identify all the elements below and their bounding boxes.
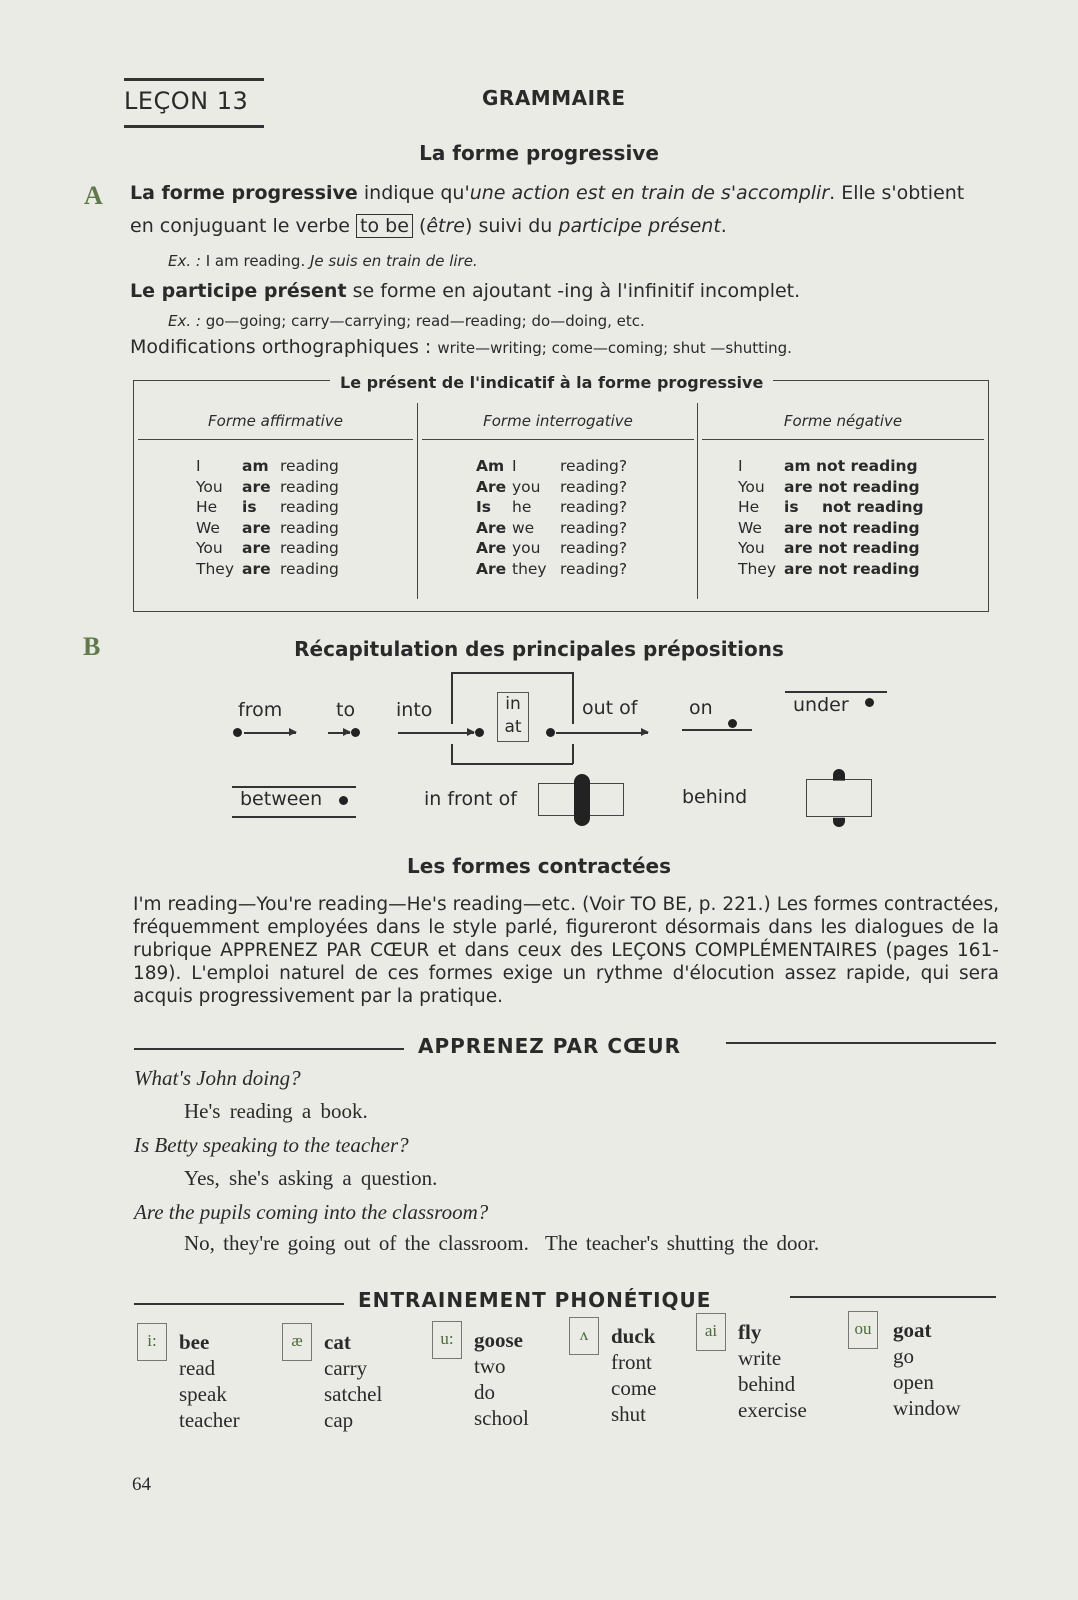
- pronoun: You: [738, 477, 765, 496]
- phonetics-heading: ENTRAINEMENT PHONÉTIQUE: [358, 1288, 712, 1312]
- modif-text: write—writing; come—coming; shut —shutting.: [437, 339, 792, 357]
- interrogative-row: [476, 538, 698, 559]
- learn-a1: He's reading a book.: [184, 1099, 368, 1123]
- participle: reading: [280, 457, 339, 475]
- phonetic-word: shut: [611, 1402, 647, 1426]
- negative-row: [738, 538, 988, 559]
- negative-header: Forme négative: [702, 403, 984, 440]
- section-a-letter: A: [84, 181, 103, 210]
- phonetic-word: write: [738, 1346, 782, 1370]
- to-dot: [351, 728, 360, 737]
- aux-verb: Am: [476, 457, 505, 475]
- pronoun: I: [738, 457, 743, 475]
- aux-verb: am: [242, 457, 269, 475]
- phonetic-headword: duck: [611, 1324, 656, 1348]
- definition-line-1: [130, 178, 1010, 208]
- learn-q1: What's John doing?: [134, 1066, 301, 1090]
- phonetic-word: do: [474, 1380, 495, 1404]
- participle-line: [130, 276, 1010, 306]
- prep-out-of: out of: [582, 697, 638, 719]
- aux-verb: are: [242, 559, 271, 578]
- def2-text-b: (: [412, 215, 427, 237]
- phonetic-word: two: [474, 1354, 506, 1378]
- phonetic-word: window: [893, 1396, 961, 1420]
- phonetic-word: exercise: [738, 1398, 807, 1422]
- phonetic-headword: bee: [179, 1330, 210, 1354]
- modif-label: Modifications orthographiques :: [130, 336, 438, 358]
- phonetic-word: front: [611, 1350, 652, 1374]
- def2-text-a: en conjuguant le verbe: [130, 215, 357, 237]
- participle: reading?: [560, 559, 628, 578]
- phonetic-symbol: ou: [848, 1311, 878, 1349]
- phonetic-headword: fly: [738, 1320, 762, 1344]
- def-text-b: . Elle s'obtient: [829, 182, 965, 204]
- from-arrow: [244, 732, 296, 734]
- participle: reading?: [560, 477, 628, 496]
- lesson-number: LEÇON 13: [124, 78, 264, 128]
- pronoun: you: [512, 539, 541, 557]
- affirmative-row: [196, 559, 417, 580]
- between-line-bottom: [232, 816, 356, 818]
- example-1: [168, 252, 478, 270]
- pronoun: you: [512, 477, 541, 496]
- learn-q2: Is Betty speaking to the teacher?: [134, 1133, 409, 1157]
- phonetic-word: come: [611, 1376, 657, 1400]
- ex1-text: I am reading.: [205, 252, 310, 270]
- phonetic-word-list: [611, 1323, 656, 1427]
- interrogative-header: Forme interrogative: [422, 403, 694, 440]
- negative-row: [738, 518, 988, 539]
- participle: reading: [280, 539, 339, 557]
- prep-at: at: [504, 717, 522, 737]
- interrogative-row: [476, 477, 698, 498]
- interrogative-row: [476, 518, 698, 539]
- aux-verb: is: [784, 498, 799, 516]
- participle: reading: [280, 559, 339, 578]
- affirmative-rows: [134, 440, 417, 579]
- phonetic-word: speak: [179, 1382, 227, 1406]
- into-arrow: [398, 732, 474, 734]
- room-wall-right-bottom: [572, 744, 574, 764]
- pronoun: They: [196, 559, 235, 578]
- interrogative-row: [476, 559, 698, 580]
- def2-italic: participe présent: [558, 215, 721, 237]
- pronoun: we: [512, 518, 535, 537]
- prep-from: from: [238, 699, 283, 721]
- ex1-label: Ex. :: [168, 252, 206, 270]
- under-line: [785, 691, 887, 693]
- contractions-paragraph: I'm reading—You're reading—He's reading—etc. (Voir TO BE, p. 221.) Les formes contractées, fréquemment employées dans le style parlé, figureront désormais dans les dialogues de la rubrique APPRENEZ PAR CŒUR et dans ceux des LEÇONS COMPLÉMENTAIRES (pages 161-189). L'emploi naturel de ces formes exige un rythme d'élocution assez rapide, qui sera acquis progressivement par la pratique.: [133, 894, 999, 1007]
- interrogative-column: [417, 403, 698, 599]
- behind-box: [806, 779, 872, 817]
- pronoun: He: [196, 498, 218, 516]
- phon-rule-right: [790, 1296, 996, 1298]
- pronoun: he: [512, 498, 532, 516]
- phonetic-symbol: ai: [696, 1313, 726, 1351]
- participle: reading?: [560, 457, 628, 475]
- pronoun: He: [738, 498, 760, 516]
- modifications-line: [130, 336, 792, 358]
- prep-in: in: [505, 694, 521, 714]
- from-dot: [233, 728, 242, 737]
- participle: reading: [280, 498, 339, 516]
- on-dot: [728, 719, 737, 728]
- phonetic-word: read: [179, 1356, 216, 1380]
- learn-q3: Are the pupils coming into the classroom?: [134, 1200, 489, 1224]
- pronoun: I: [512, 457, 517, 475]
- aux-verb: am not reading: [784, 457, 918, 475]
- room-wall-right-top: [572, 672, 574, 724]
- pronoun: I: [196, 457, 201, 475]
- aux-verb: Are: [476, 539, 507, 557]
- out-of-arrow: [556, 732, 648, 734]
- under-dot: [865, 698, 874, 707]
- participle: reading?: [560, 518, 628, 537]
- negative-column: [697, 403, 988, 599]
- room-wall-left-top: [451, 672, 453, 724]
- example-2: [168, 312, 645, 330]
- affirmative-row: [196, 538, 417, 559]
- aux-verb: Is: [476, 498, 491, 516]
- room-wall-bottom: [451, 763, 573, 765]
- def2-text-d: .: [720, 215, 727, 237]
- into-dot: [475, 728, 484, 737]
- between-dot: [339, 796, 348, 805]
- phonetic-symbol: ʌ: [569, 1317, 599, 1355]
- negative-rows: [698, 440, 988, 579]
- ex2-text: go—going; carry—carrying; read—reading; do—doing, etc.: [205, 312, 645, 330]
- prepositions-heading: Récapitulation des principales prépositions: [294, 637, 784, 661]
- prep-under: under: [793, 694, 849, 716]
- aux-verb: are: [242, 477, 271, 496]
- learn-a3: No, they're going out of the classroom. The teacher's shutting the door.: [184, 1231, 820, 1255]
- room-wall-top: [451, 672, 573, 674]
- ex1-italic: Je suis en train de lire.: [310, 252, 478, 270]
- page-number: 64: [132, 1474, 151, 1495]
- pp-term: Le participe présent: [130, 280, 347, 302]
- conjugation-table: [133, 380, 989, 612]
- phonetic-word: school: [474, 1406, 529, 1430]
- phonetic-word: carry: [324, 1356, 368, 1380]
- pronoun: You: [196, 477, 223, 496]
- aux-verb: Are: [476, 477, 507, 496]
- aux-verb: are: [242, 539, 271, 557]
- phonetic-symbol: u:: [432, 1321, 462, 1359]
- front-pillar: [574, 774, 590, 826]
- in-at-box: [497, 692, 529, 742]
- negative-row: [738, 477, 988, 498]
- phonetic-word-list: [324, 1329, 382, 1433]
- interrogative-row: [476, 497, 698, 518]
- negation: not reading: [822, 498, 924, 516]
- section-title: GRAMMAIRE: [482, 86, 626, 110]
- def-term: La forme progressive: [130, 182, 358, 204]
- negative-row: [738, 497, 988, 518]
- prep-on: on: [689, 697, 713, 719]
- aux-verb: is: [242, 498, 257, 516]
- section-b-letter: B: [83, 632, 101, 661]
- def2-etre: être: [426, 215, 465, 237]
- room-wall-left-bottom: [451, 744, 453, 764]
- pronoun: We: [738, 518, 762, 537]
- affirmative-row: [196, 456, 417, 477]
- progressive-heading: La forme progressive: [419, 141, 659, 165]
- negative-row: [738, 456, 988, 477]
- phonetic-word-list: [893, 1317, 961, 1421]
- phonetic-word: satchel: [324, 1382, 383, 1406]
- aux-verb: are not reading: [784, 559, 920, 578]
- pronoun: You: [196, 539, 223, 557]
- participle: reading?: [560, 539, 628, 557]
- pronoun: they: [512, 559, 547, 578]
- participle: reading?: [560, 498, 628, 516]
- aux-verb: are not reading: [784, 477, 920, 496]
- contractions-heading: Les formes contractées: [407, 854, 671, 878]
- on-line: [682, 729, 752, 731]
- phonetic-word-list: [179, 1329, 240, 1433]
- pronoun: You: [738, 539, 765, 557]
- phonetic-symbol: i:: [137, 1323, 167, 1361]
- learn-heading: APPRENEZ PAR CŒUR: [418, 1034, 682, 1058]
- pp-text: se forme en ajoutant -ing à l'infinitif incomplet.: [346, 280, 801, 302]
- learn-rule-left: [134, 1048, 404, 1050]
- negative-row: [738, 559, 988, 580]
- phonetic-word: teacher: [179, 1408, 240, 1432]
- out-of-dot: [546, 728, 555, 737]
- prep-to: to: [336, 699, 356, 721]
- learn-a2: Yes, she's asking a question.: [184, 1166, 438, 1190]
- aux-verb: Are: [476, 518, 507, 537]
- definition-line-2: [130, 211, 1010, 241]
- aux-verb: are not reading: [784, 518, 920, 537]
- def-italic: une action est en train de s'accomplir: [469, 182, 830, 204]
- phonetic-word: behind: [738, 1372, 796, 1396]
- prep-in-front-of: in front of: [424, 788, 517, 810]
- pronoun: We: [196, 518, 220, 537]
- affirmative-column: [134, 403, 417, 599]
- prep-behind: behind: [682, 786, 748, 808]
- pronoun: They: [738, 559, 777, 578]
- aux-verb: Are: [476, 559, 507, 578]
- def-text-a: indique qu': [357, 182, 470, 204]
- phonetic-headword: goose: [474, 1328, 523, 1352]
- phonetic-word: go: [893, 1344, 914, 1368]
- participle: reading: [280, 518, 339, 537]
- aux-verb: are: [242, 518, 271, 537]
- conjugation-caption: Le présent de l'indicatif à la forme progressive: [330, 373, 773, 392]
- affirmative-row: [196, 477, 417, 498]
- phonetic-word: cap: [324, 1408, 354, 1432]
- phonetic-word: open: [893, 1370, 934, 1394]
- def2-text-c: ) suivi du: [465, 215, 559, 237]
- aux-verb: are not reading: [784, 539, 920, 557]
- affirmative-row: [196, 518, 417, 539]
- phonetic-symbol: æ: [282, 1323, 312, 1361]
- phonetic-headword: goat: [893, 1318, 932, 1342]
- ex2-label: Ex. :: [168, 312, 206, 330]
- to-be-box: to be: [356, 214, 413, 238]
- participle: reading: [280, 477, 339, 496]
- prep-into: into: [396, 699, 433, 721]
- phonetic-word-list: [738, 1319, 807, 1423]
- interrogative-row: [476, 456, 698, 477]
- affirmative-row: [196, 497, 417, 518]
- prep-between: between: [240, 788, 323, 810]
- phonetic-word-list: [474, 1327, 529, 1431]
- to-arrow: [328, 732, 350, 734]
- phonetic-headword: cat: [324, 1330, 351, 1354]
- interrogative-rows: [418, 440, 698, 579]
- affirmative-header: Forme affirmative: [138, 403, 413, 440]
- learn-rule-right: [726, 1042, 996, 1044]
- phon-rule-left: [134, 1303, 344, 1305]
